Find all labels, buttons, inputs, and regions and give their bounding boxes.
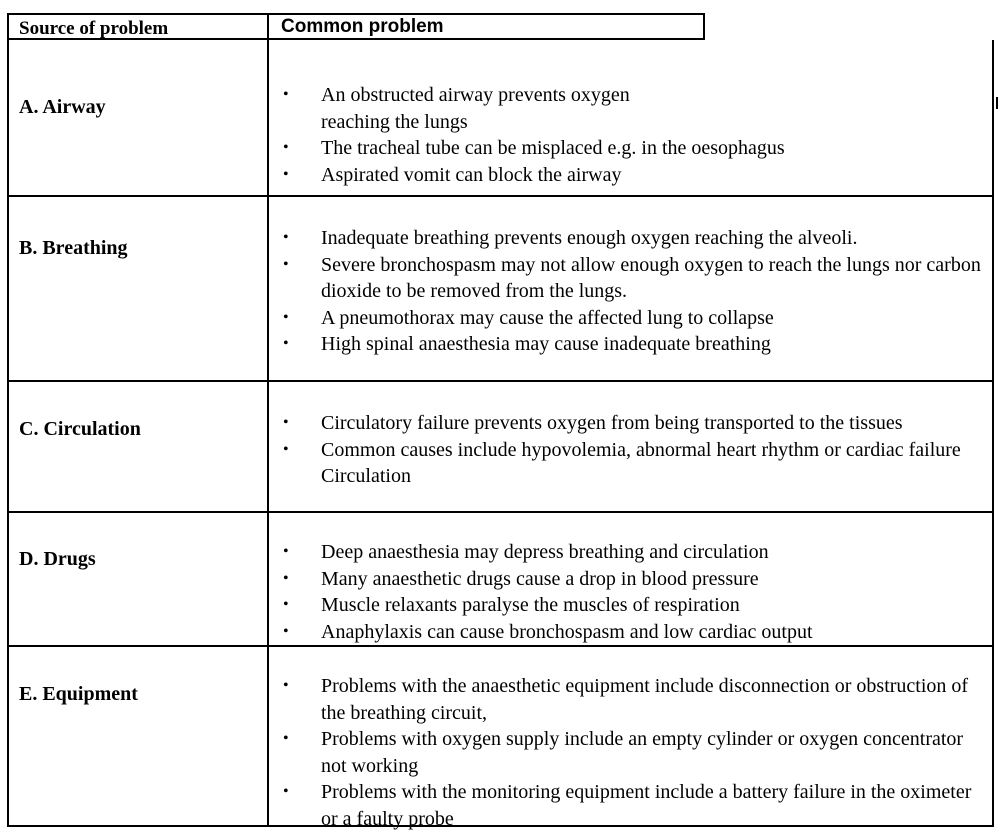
header-problem-label: Common problem — [281, 16, 444, 37]
bullet-icon: • — [283, 86, 289, 103]
bullet-icon: • — [283, 139, 289, 156]
table-row — [7, 513, 994, 647]
table-header-row — [7, 13, 994, 40]
list-item: • A pneumothorax may cause the affected lung to collapse — [279, 305, 982, 332]
header-source-label: Source of problem — [19, 18, 169, 39]
column-divider — [267, 513, 269, 645]
column-divider — [267, 40, 269, 195]
bullet-icon: • — [283, 414, 289, 431]
row-label-equipment: E. Equipment — [19, 683, 138, 705]
problem-table — [7, 13, 994, 830]
list-item: • Inadequate breathing prevents enough oxygen reaching the alveoli. — [279, 225, 982, 252]
list-item: • Problems with the monitoring equipment include a battery failure in the oximeter or a faulty probe — [283, 781, 972, 830]
bullet-list — [279, 539, 982, 645]
bullet-icon: • — [283, 543, 289, 560]
edge-mark — [996, 97, 998, 109]
bullet-list — [279, 410, 982, 490]
table-row — [7, 647, 994, 830]
list-item: • The tracheal tube can be misplaced e.g. in the oesophagus — [279, 135, 982, 162]
list-item: • Muscle relaxants paralyse the muscles of respiration — [279, 592, 982, 619]
column-divider — [267, 197, 269, 380]
list-item: • An obstructed airway prevents oxygen reaching the lungs — [283, 84, 630, 133]
list-item: • High spinal anaesthesia may cause inadequate breathing — [279, 331, 982, 358]
header-cell-source — [7, 13, 267, 40]
list-item: • Circulatory failure prevents oxygen from being transported to the tissues — [279, 410, 982, 437]
bullet-icon: • — [283, 308, 289, 326]
bullet-icon: • — [283, 622, 289, 640]
row-label-breathing: B. Breathing — [19, 237, 128, 259]
column-divider — [267, 647, 269, 825]
bullet-icon: • — [283, 440, 289, 458]
bullet-icon: • — [283, 569, 289, 587]
list-item: • Problems with oxygen supply include an empty cylinder or oxygen concentrator not working — [283, 728, 964, 777]
table-row — [7, 40, 994, 197]
table-row — [7, 382, 994, 513]
list-item: • Anaphylaxis can cause bronchospasm and low cardiac output — [279, 619, 982, 646]
list-item: • Deep anaesthesia may depress breathing and circulation — [279, 539, 982, 566]
list-item: • Problems with the anaesthetic equipment include disconnection or obstruction of the breathing circuit, — [283, 675, 969, 724]
bullet-icon: • — [283, 335, 289, 352]
bullet-icon: • — [283, 596, 289, 613]
bullet-list — [279, 673, 982, 832]
bullet-icon: • — [283, 165, 289, 183]
table-row — [7, 197, 994, 382]
bullet-icon: • — [283, 255, 289, 273]
header-cell-problem — [267, 13, 705, 40]
list-item: • Common causes include hypovolemia, abnormal heart rhythm or cardiac failure Circulation — [283, 438, 961, 487]
bullet-icon: • — [283, 730, 289, 747]
row-label-circulation: C. Circulation — [19, 418, 141, 440]
list-item: • Many anaesthetic drugs cause a drop in blood pressure — [279, 566, 982, 593]
row-label-airway: A. Airway — [19, 96, 106, 118]
row-label-drugs: D. Drugs — [19, 548, 96, 570]
list-item: • Aspirated vomit can block the airway — [279, 162, 982, 189]
list-item: • Severe bronchospasm may not allow enough oxygen to reach the lungs nor carbon dioxide to be removed from the lungs. — [283, 253, 981, 302]
bullet-list — [279, 225, 982, 358]
column-divider — [267, 382, 269, 511]
bullet-icon: • — [283, 783, 289, 800]
bullet-list — [279, 82, 982, 188]
bullet-icon: • — [283, 677, 289, 694]
bullet-icon: • — [283, 229, 289, 246]
